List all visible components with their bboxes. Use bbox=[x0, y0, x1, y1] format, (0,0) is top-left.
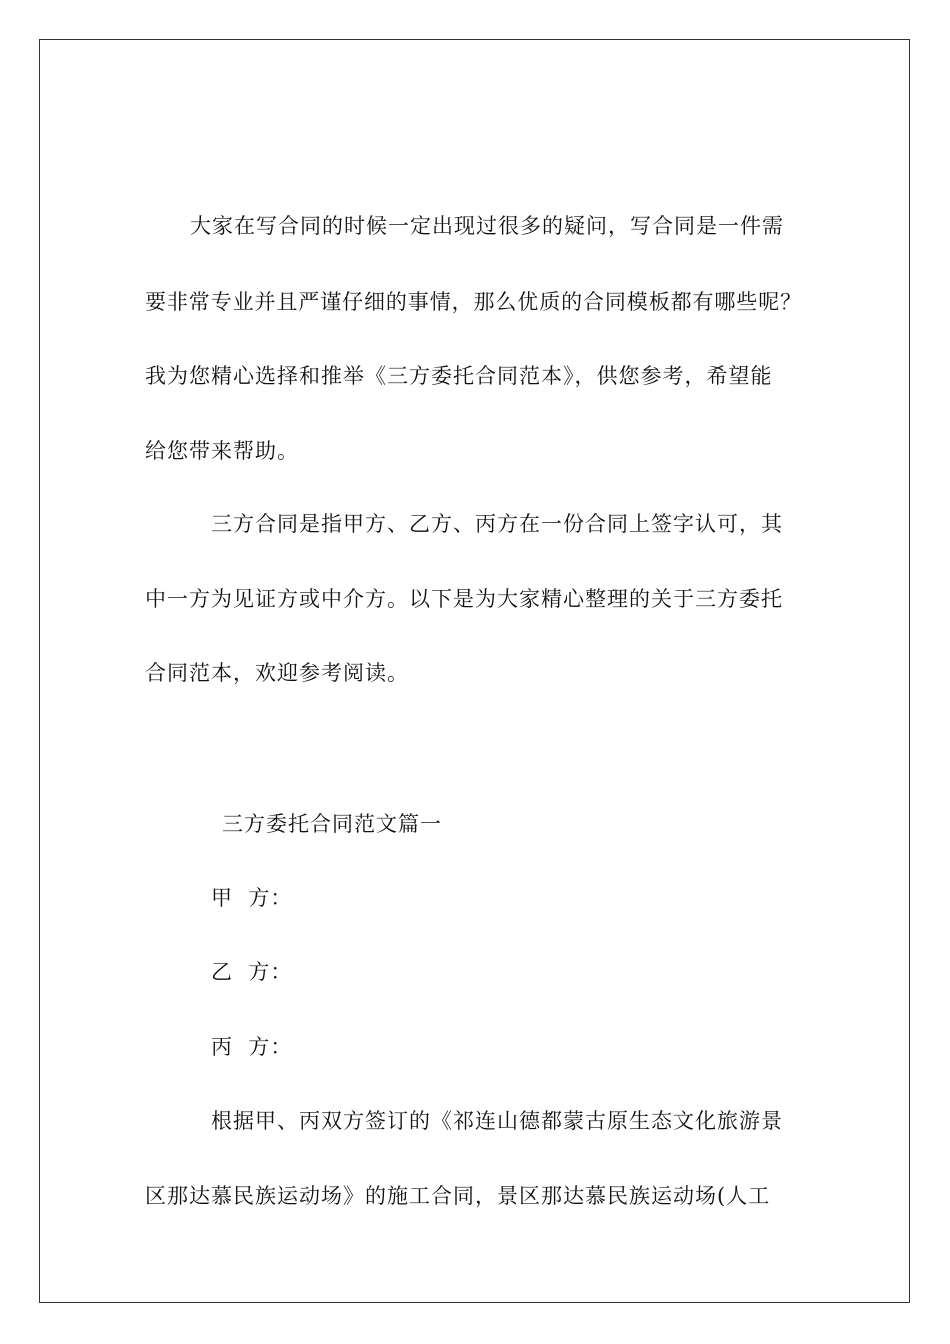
definition-line-2: 中一方为见证方或中介方。以下是为大家精心整理的关于三方委托 bbox=[145, 587, 783, 611]
intro-line-2: 要非常专业并且严谨仔细的事情，那么优质的合同模板都有哪些呢？ bbox=[145, 290, 802, 314]
party-c-label: 丙 方： bbox=[211, 1035, 293, 1059]
intro-line-3: 我为您精心选择和推举《三方委托合同范本》，供您参考，希望能 bbox=[145, 364, 773, 388]
party-a-label: 甲 方： bbox=[211, 886, 293, 910]
body-line-1: 根据甲、丙双方签订的《祁连山德都蒙古原生态文化旅游景 bbox=[211, 1109, 783, 1133]
party-b-label: 乙 方： bbox=[211, 960, 293, 984]
definition-line-1: 三方合同是指甲方、乙方、丙方在一份合同上签字认可，其 bbox=[211, 512, 783, 536]
body-line-2: 区那达慕民族运动场》的施工合同，景区那达慕民族运动场(人工 bbox=[145, 1184, 771, 1208]
definition-line-3: 合同范本，欢迎参考阅读。 bbox=[145, 661, 409, 685]
section-title: 三方委托合同范文篇一 bbox=[222, 812, 442, 836]
intro-line-1: 大家在写合同的时候一定出现过很多的疑问，写合同是一件需 bbox=[190, 214, 784, 238]
intro-line-4: 给您带来帮助。 bbox=[145, 439, 299, 463]
